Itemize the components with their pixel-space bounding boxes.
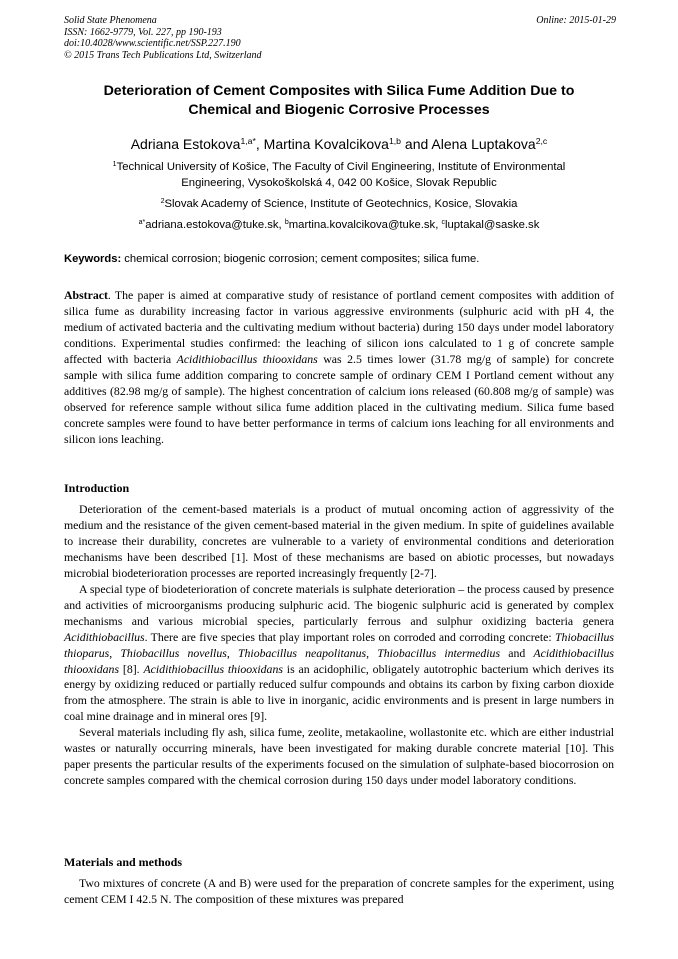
intro-p2-species-5: Acidithiobacillus thiooxidans xyxy=(64,645,615,676)
intro-p2-species-4: Thiobacillus intermedius xyxy=(377,645,501,660)
intro-p2-sep-2: , xyxy=(226,645,238,660)
abstract-text-2: was 2.5 times lower (31.78 mg/g of sample) for concrete sample with silica fume addition comparing to concrete sample of ordinary CEM I Portland cement without any additives (82.98 mg/g of sample). The highest concentration of calcium ions released (60.808 mg/g of sample) was observed for reference sample without silica fume addition placed in the cultivating medium. Silica fume based concrete samples were found to have better performance in terms of calcium ions leaching for all environments and silicon ions leaching. xyxy=(64,351,614,446)
section-heading-materials: Materials and methods xyxy=(64,855,182,869)
affiliation-1-mark: 1 xyxy=(112,160,117,168)
intro-p2-species-6: Acidithiobacillus thiooxidans xyxy=(143,661,283,676)
author-1-affil: 1,a* xyxy=(240,135,256,146)
intro-p2-species-2: Thiobacillus novellus xyxy=(120,645,227,660)
intro-paragraph-1: Deterioration of the cement-based materials is a product of mutual oncoming action of aggressivity of the medium and the resistance of the given cement-based material in the given medium. In spite of guidelines available to increase their durability, concretes are vulnerable to a variety of environmental conditions and deterioration mechanisms have been described [1]. Most of these mechanisms are based on abiotic processes, but nowadays microbial biodeterioration processes are reported increasingly frequently [2-7]. xyxy=(64,502,614,580)
intro-p2-species-3: Thiobacillus neapolitanus xyxy=(237,645,367,660)
journal-doi: doi:10.4028/www.scientific.net/SSP.227.190 xyxy=(64,38,241,49)
author-2: Martina Kovalcikova xyxy=(263,136,389,152)
title-line-1: Deterioration of Cement Composites with Silica Fume Addition Due to xyxy=(103,83,575,99)
email-1-mark: a* xyxy=(138,218,146,226)
intro-p2-sep-4: and xyxy=(500,645,534,660)
journal-name: Solid State Phenomena xyxy=(64,15,157,26)
author-3-affil: 2,c xyxy=(535,135,548,146)
intro-paragraph-2 xyxy=(64,582,614,726)
abstract xyxy=(64,288,614,448)
intro-p2-sep-1: , xyxy=(109,645,121,660)
affiliation-2 xyxy=(60,196,618,212)
intro-p2-text-g: [8]. xyxy=(119,661,144,676)
email-1[interactable]: adriana.estokova@tuke.sk, xyxy=(145,219,285,231)
intro-paragraph-3: Several materials including fly ash, silica fume, zeolite, metakaoline, wollastonite etc. which are either industrial wastes or naturally occurring minerals, have been investigated for making durable concrete material [10]. This paper presents the particular results of the experiments focused on the simulation of sulphate-based biocorrosion on concrete samples compared with the chemical corrosion during 150 days under model laboratory conditions. xyxy=(64,725,614,788)
intro-p2-genus: Acidithiobacillus xyxy=(64,629,145,644)
section-heading-introduction: Introduction xyxy=(64,481,130,495)
journal-header xyxy=(64,15,616,61)
journal-issn: ISSN: 1662-9779, Vol. 227, pp 190-193 xyxy=(64,26,222,38)
intro-p2-sep-3: , xyxy=(366,645,378,660)
email-3[interactable]: luptakal@saske.sk xyxy=(444,219,540,231)
affiliation-1-line-1: Technical University of Košice, The Faculty of Civil Engineering, Institute of Environmental xyxy=(116,161,566,173)
affiliation-2-text: Slovak Academy of Science, Institute of Geotechnics, Kosice, Slovakia xyxy=(164,198,518,210)
intro-p2-text-a: A special type of biodeterioration of concrete materials is sulphate deterioration – the process caused by presence and activities of microorganisms producing sulphuric acid. The biogenic sulphuric acid is generated by complex mechanisms and various microbial species, particularly ferrous and sulphur oxidizing bacteria genera xyxy=(64,581,614,628)
keywords-label: Keywords: xyxy=(64,253,122,265)
intro-p2-text-b: . There are five species that play important roles on corroded and corroding concrete: xyxy=(144,629,555,644)
keywords xyxy=(64,252,616,266)
affiliation-1 xyxy=(60,159,618,191)
email-2-mark: b xyxy=(284,218,289,226)
abstract-species: Acidithiobacillus thiooxidans xyxy=(176,351,318,366)
email-2[interactable]: martina.kovalcikova@tuke.sk, xyxy=(288,219,442,231)
online-date: Online: 2015-01-29 xyxy=(536,15,616,26)
intro-p2-text-h: is an acidophilic, obligately autotrophic bacterium which derives its energy by oxidizing reduced or partially reduced sulfur compounds and obtains its carbon by fixing carbon dioxide from the atmosphere. The strain is able to live in inorganic, acidic environments and is present in large numbers in coal mine drainage and in mineral ores [9]. xyxy=(64,661,614,724)
abstract-text-1: . The paper is aimed at comparative study of resistance of portland cement composites with addition of silica fume as durability increasing factor in various aggressive environments (sulphuric acid with pH 4, the medium of activated bacteria and the cultivating medium without bacteria) during 150 days under model laboratory conditions. Experimental studies confirmed: the leaching of silicon ions calculated to 1 g of concrete sample affected with bacteria xyxy=(64,288,614,366)
author-3: Alena Luptakova xyxy=(431,136,536,152)
affiliation-2-mark: 2 xyxy=(160,197,165,205)
affiliation-1-line-2: Engineering, Vysokoškolská 4, 042 00 Košice, Slovak Republic xyxy=(181,177,497,189)
materials-paragraph-1: Two mixtures of concrete (A and B) were used for the preparation of concrete samples for the experiment, using cement CEM I 42.5 N. The composition of these mixtures was prepared xyxy=(64,876,614,906)
materials-body xyxy=(64,876,614,908)
intro-p2-species-1: Thiobacillus thioparus xyxy=(64,629,614,660)
journal-copyright: © 2015 Trans Tech Publications Ltd, Switzerland xyxy=(64,49,262,61)
introduction-body xyxy=(64,502,614,789)
author-list xyxy=(60,135,618,153)
author-1: Adriana Estokova xyxy=(130,136,241,152)
abstract-label: Abstract xyxy=(64,288,108,302)
author-emails xyxy=(60,217,618,233)
author-sep-2: and xyxy=(401,136,432,152)
keywords-text: chemical corrosion; biogenic corrosion; cement composites; silica fume. xyxy=(121,253,480,265)
paper-title xyxy=(60,82,618,119)
title-line-2: Chemical and Biogenic Corrosive Processes xyxy=(188,101,490,118)
author-2-affil: 1,b xyxy=(388,135,402,146)
email-3-mark: c xyxy=(441,218,445,226)
author-sep-1: , xyxy=(255,136,264,152)
